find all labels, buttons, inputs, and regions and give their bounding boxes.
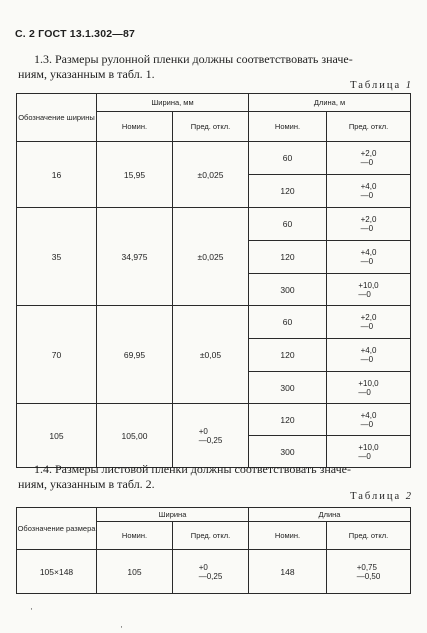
designation-cell: 105×148 [17,550,97,594]
deviation-plus: +0 [198,562,208,572]
length-nominal-cell: 148 [249,550,327,594]
width-nominal-cell: 105,00 [97,404,173,468]
deviation-plus: +4,0 [360,346,377,355]
length-nominal-cell: 120 [249,404,327,436]
length-deviation-cell [327,550,411,594]
designation-cell: 105 [17,404,97,468]
width-deviation-cell: ±0,025 [173,208,249,306]
table-row [17,550,411,594]
section-1-3-line-1: 1.3. Размеры рулонной пленки должны соответствовать значе- [34,52,353,66]
deviation-minus: —0 [358,387,371,397]
deviation-plus: +2,0 [360,215,377,224]
length-nominal-cell: 120 [249,241,327,274]
deviation-minus: —0 [360,355,374,364]
deviation-minus: —0 [358,451,371,461]
deviation-minus: —0 [360,257,374,266]
length-nominal-cell: 120 [249,339,327,372]
table-1-header-width: Ширина, мм [97,94,249,112]
deviation-plus: +2,0 [360,313,377,322]
width-deviation-cell: ±0,025 [173,142,249,208]
section-1-3-text [18,52,412,82]
table-row [17,142,411,175]
length-deviation-cell [327,339,411,372]
deviation-minus: —0 [360,322,374,331]
deviation-plus: +4,0 [360,410,377,420]
table-1-caption-word: Таблица [350,80,402,91]
length-deviation-cell [327,404,411,436]
table-row [17,208,411,241]
length-deviation-cell [327,208,411,241]
deviation-minus: —0,25 [198,571,223,581]
table-2-header-length-nominal: Номин. [249,522,327,550]
table-1-caption [350,80,411,91]
table-1-header-designation: Обозначение ширины [17,94,97,142]
length-nominal-cell: 60 [249,306,327,339]
table-2-header-width: Ширина [97,508,249,522]
designation-cell: 35 [17,208,97,306]
table-1-header-width-nominal: Номин. [97,112,173,142]
length-nominal-cell: 300 [249,372,327,404]
length-deviation-cell [327,175,411,208]
length-nominal-cell: 300 [249,274,327,306]
table-row [17,404,411,436]
length-deviation-cell [327,142,411,175]
designation-cell: 16 [17,142,97,208]
deviation-minus: —0 [360,158,374,167]
length-nominal-cell: 300 [249,436,327,468]
deviation-minus: —0,50 [356,571,381,581]
table-2-caption [350,491,411,502]
length-deviation-cell [327,241,411,274]
table-1-caption-number: 1 [405,80,411,91]
section-1-4-line-2: ниям, указанным в табл. 2. [18,477,155,491]
designation-cell: 70 [17,306,97,404]
deviation-minus: —0 [360,224,374,233]
section-1-3-line-2: ниям, указанным в табл. 1. [18,67,155,81]
table-1-header-length-nominal: Номин. [249,112,327,142]
table-2-header-length: Длина [249,508,411,522]
length-deviation-cell [327,274,411,306]
width-nominal-cell: 34,975 [97,208,173,306]
deviation-plus: +4,0 [360,182,377,191]
table-1 [16,93,411,468]
table-row [17,306,411,339]
deviation-plus: +2,0 [360,149,377,158]
width-nominal-cell: 105 [97,550,173,594]
page-header: С. 2 ГОСТ 13.1.302—87 [15,28,136,40]
length-deviation-cell [327,372,411,404]
width-deviation-cell: ±0,05 [173,306,249,404]
length-nominal-cell: 60 [249,208,327,241]
scan-speck: · [30,604,33,614]
length-deviation-cell [327,306,411,339]
deviation-plus: +0 [198,426,208,436]
width-deviation-cell [173,550,249,594]
table-2-header-designation: Обозначение размера [17,508,97,550]
table-1-header-length: Длина, м [249,94,411,112]
length-nominal-cell: 120 [249,175,327,208]
table-2-header-width-nominal: Номин. [97,522,173,550]
deviation-minus: —0 [360,191,374,200]
table-2-caption-word: Таблица [350,491,402,502]
scan-speck: · [120,622,123,632]
width-nominal-cell: 69,95 [97,306,173,404]
table-1-header-length-deviation: Пред. откл. [327,112,411,142]
table-1-header-width-deviation: Пред. откл. [173,112,249,142]
section-1-4-text [18,462,412,492]
table-2-caption-number: 2 [405,491,411,502]
length-nominal-cell: 60 [249,142,327,175]
deviation-plus: +0,75 [356,562,377,572]
deviation-minus: —0 [358,289,371,299]
table-2 [16,507,411,594]
deviation-plus: +10,0 [358,442,379,452]
section-1-4-line-1: 1.4. Размеры листовой пленки должны соответствовать значе- [34,462,351,476]
deviation-plus: +10,0 [358,378,379,388]
deviation-minus: —0 [360,419,374,429]
width-deviation-cell [173,404,249,468]
width-nominal-cell: 15,95 [97,142,173,208]
deviation-plus: +10,0 [358,280,379,290]
deviation-plus: +4,0 [360,248,377,257]
table-2-header-length-deviation: Пред. откл. [327,522,411,550]
table-2-header-width-deviation: Пред. откл. [173,522,249,550]
deviation-minus: —0,25 [198,435,223,445]
